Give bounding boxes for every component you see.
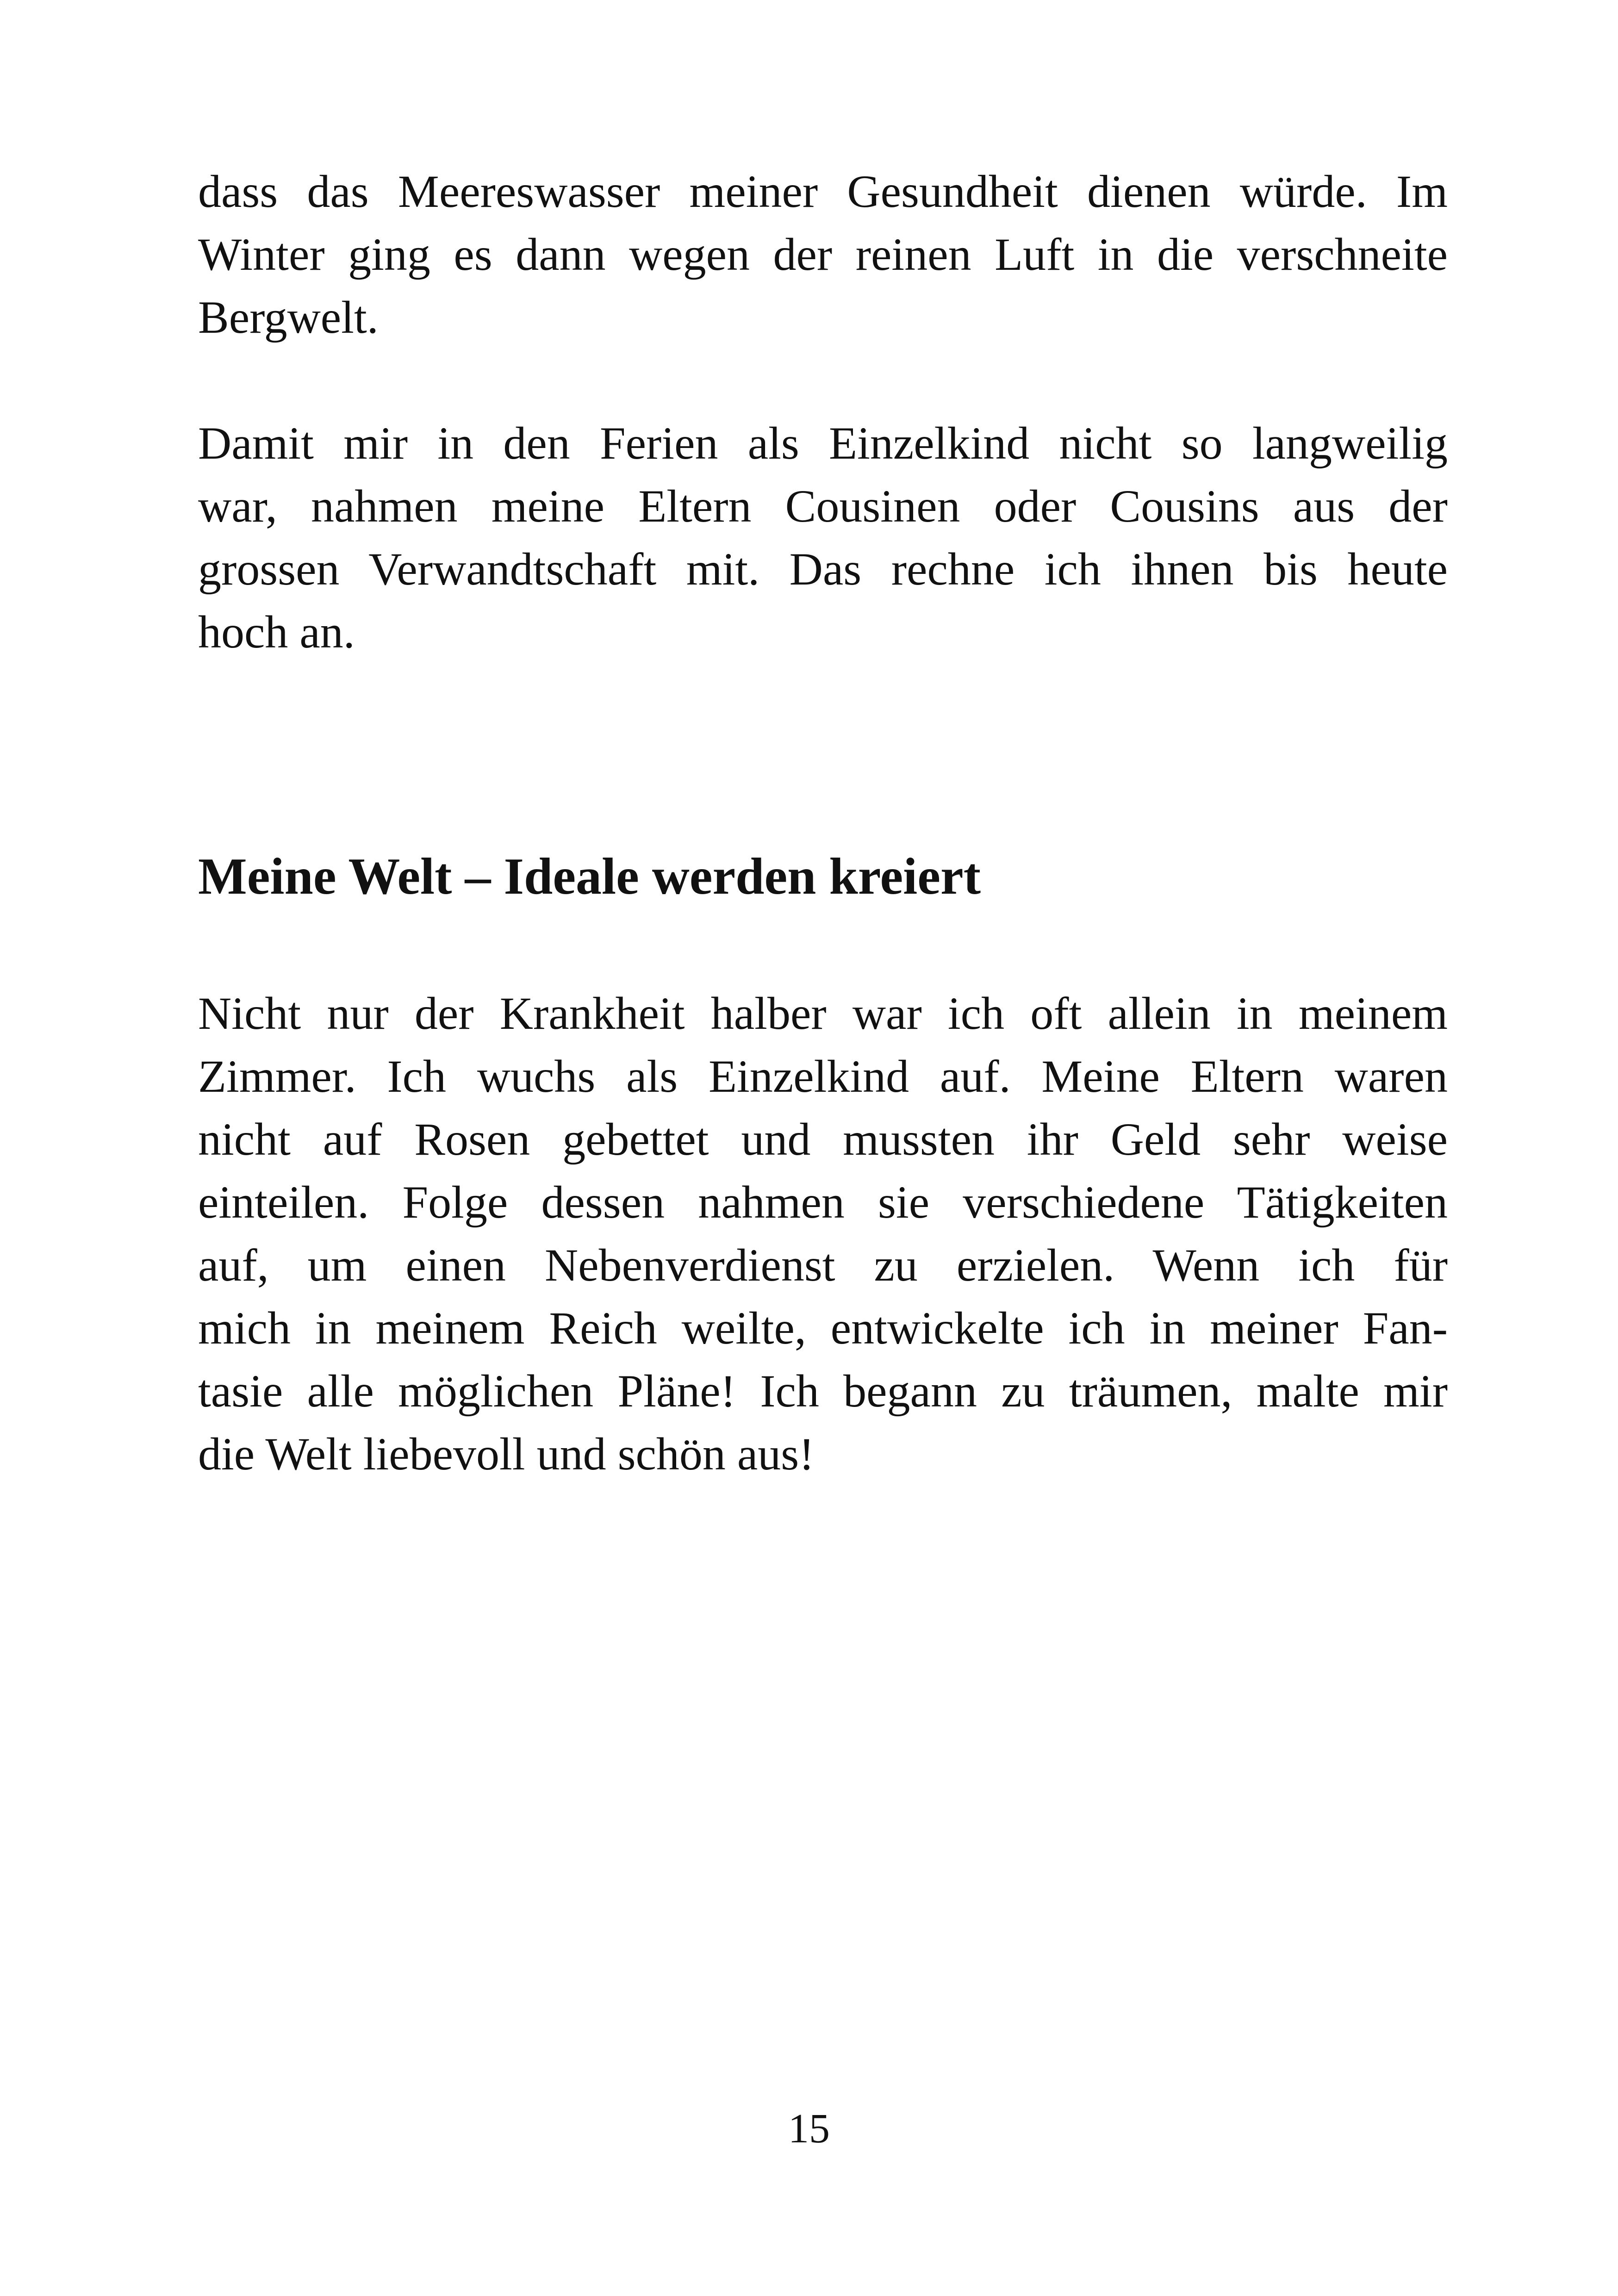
text-line: hoch an. bbox=[198, 606, 355, 658]
text-line: Zimmer. Ich wuchs als Einzelkind auf. Meine Eltern waren bbox=[198, 1051, 1448, 1102]
text-line: Nicht nur der Krankheit halber war ich oft allein in meinem bbox=[198, 988, 1448, 1039]
text-line: nicht auf Rosen gebettet und mussten ihr Geld sehr weise bbox=[198, 1114, 1448, 1165]
text-line: tasie alle möglichen Pläne! Ich begann zu träumen, malte mir bbox=[198, 1365, 1448, 1417]
text-line: einteilen. Folge dessen nahmen sie verschiedene Tätigkeiten bbox=[198, 1176, 1448, 1228]
text-line: dass das Meereswasser meiner Gesundheit dienen würde. Im bbox=[198, 166, 1448, 217]
text-line: Damit mir in den Ferien als Einzelkind nicht so langweilig bbox=[198, 417, 1448, 469]
text-line: Bergwelt. bbox=[198, 292, 379, 343]
page-content bbox=[198, 160, 1448, 1480]
paragraph-1 bbox=[198, 160, 1448, 349]
section-heading: Meine Welt – Ideale werden kreiert bbox=[198, 848, 981, 905]
paragraph-3 bbox=[198, 982, 1448, 1486]
page-number: 15 bbox=[788, 2106, 830, 2152]
text-line: die Welt liebevoll und schön aus! bbox=[198, 1428, 815, 1480]
text-line: grossen Verwandtschaft mit. Das rechne ich ihnen bis heute bbox=[198, 543, 1448, 595]
text-line: auf, um einen Nebenverdienst zu erzielen. Wenn ich für bbox=[198, 1239, 1448, 1291]
text-line: mich in meinem Reich weilte, entwickelte ich in meiner Fan- bbox=[198, 1302, 1448, 1354]
text-line: Winter ging es dann wegen der reinen Luft in die verschneite bbox=[198, 229, 1448, 280]
text-line: war, nahmen meine Eltern Cousinen oder Cousins aus der bbox=[198, 480, 1448, 532]
paragraph-2 bbox=[198, 412, 1448, 664]
